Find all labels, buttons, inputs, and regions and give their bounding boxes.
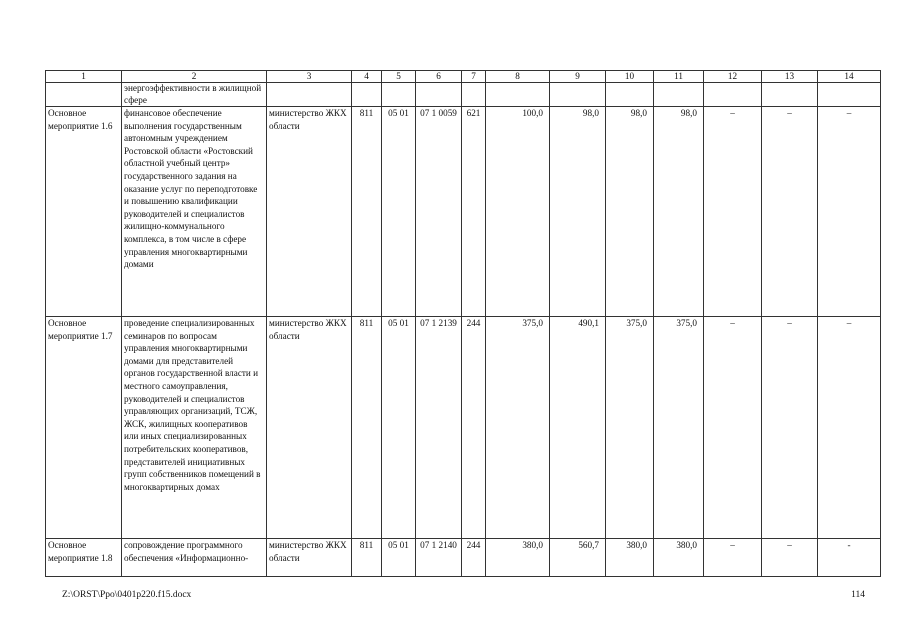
table-cell bbox=[46, 83, 122, 107]
column-header: 7 bbox=[462, 71, 486, 83]
column-header: 5 bbox=[382, 71, 416, 83]
column-header: 6 bbox=[416, 71, 462, 83]
value-cell-10: 98,0 bbox=[606, 107, 654, 317]
table-cell bbox=[416, 83, 462, 107]
value-cell-10: 375,0 bbox=[606, 317, 654, 539]
value-cell-13: – bbox=[762, 317, 818, 539]
column-header: 3 bbox=[267, 71, 352, 83]
activity-description: проведение специализированных семинаров по вопросам управления многоквартирными домами для представителей органов государственной власти и местного самоуправления, руководителей и специалистов управляющих организаций, ТСЖ, ЖСК, жилищных кооперативов или иных специализированных потребительских кооперативов, представителей инициативных групп собственников помещений в многоквартирных домах bbox=[122, 317, 267, 539]
value-cell-14: – bbox=[818, 107, 881, 317]
activity-description: сопровождение программного обеспечения «Информационно- bbox=[122, 539, 267, 577]
value-cell-9: 490,1 bbox=[550, 317, 606, 539]
column-header: 10 bbox=[606, 71, 654, 83]
value-cell-11: 98,0 bbox=[654, 107, 704, 317]
value-cell-11: 380,0 bbox=[654, 539, 704, 577]
value-cell-8: 375,0 bbox=[486, 317, 550, 539]
table-cell bbox=[762, 83, 818, 107]
page-number: 114 bbox=[851, 590, 865, 600]
activity-name: Основное мероприятие 1.6 bbox=[46, 107, 122, 317]
table-row bbox=[46, 539, 881, 577]
table-cell bbox=[382, 83, 416, 107]
vr-cell: 621 bbox=[462, 107, 486, 317]
value-cell-10: 380,0 bbox=[606, 539, 654, 577]
value-cell-13: – bbox=[762, 107, 818, 317]
value-cell-14: – bbox=[818, 317, 881, 539]
activity-name: Основное мероприятие 1.8 bbox=[46, 539, 122, 577]
activity-name: Основное мероприятие 1.7 bbox=[46, 317, 122, 539]
grbs-cell: 811 bbox=[352, 107, 382, 317]
value-cell-13: – bbox=[762, 539, 818, 577]
executor-cell: министерство ЖКХ области bbox=[267, 107, 352, 317]
vr-cell: 244 bbox=[462, 539, 486, 577]
column-header: 4 bbox=[352, 71, 382, 83]
table-cell bbox=[352, 83, 382, 107]
csr-cell: 07 1 2139 bbox=[416, 317, 462, 539]
executor-cell: министерство ЖКХ области bbox=[267, 539, 352, 577]
table-row bbox=[46, 107, 881, 317]
value-cell-12: – bbox=[704, 539, 762, 577]
value-cell-9: 98,0 bbox=[550, 107, 606, 317]
table-header-row bbox=[46, 71, 881, 83]
table-row bbox=[46, 317, 881, 539]
column-header: 2 bbox=[122, 71, 267, 83]
value-cell-14: - bbox=[818, 539, 881, 577]
table-cell bbox=[462, 83, 486, 107]
column-header: 8 bbox=[486, 71, 550, 83]
column-header: 9 bbox=[550, 71, 606, 83]
table-cell bbox=[267, 83, 352, 107]
value-cell-8: 100,0 bbox=[486, 107, 550, 317]
vr-cell: 244 bbox=[462, 317, 486, 539]
value-cell-12: – bbox=[704, 317, 762, 539]
table-cell bbox=[486, 83, 550, 107]
table-cell bbox=[818, 83, 881, 107]
rzpr-cell: 05 01 bbox=[382, 107, 416, 317]
value-cell-9: 560,7 bbox=[550, 539, 606, 577]
grbs-cell: 811 bbox=[352, 539, 382, 577]
continuation-description: энергоэффективности в жилищной сфере bbox=[122, 83, 267, 107]
table-cell bbox=[550, 83, 606, 107]
column-header: 14 bbox=[818, 71, 881, 83]
value-cell-11: 375,0 bbox=[654, 317, 704, 539]
table-cell bbox=[704, 83, 762, 107]
column-header: 1 bbox=[46, 71, 122, 83]
csr-cell: 07 1 2140 bbox=[416, 539, 462, 577]
column-header: 12 bbox=[704, 71, 762, 83]
rzpr-cell: 05 01 bbox=[382, 317, 416, 539]
rzpr-cell: 05 01 bbox=[382, 539, 416, 577]
activity-description: финансовое обеспечение выполнения государственным автономным учреждением Ростовской области «Ростовский областной учебный центр» государственного задания на оказание услуг по переподготовке и повышению квалификации руководителей и специалистов жилищно-коммунального комплекса, в том числе в сфере управления многоквартирными домами bbox=[122, 107, 267, 317]
grbs-cell: 811 bbox=[352, 317, 382, 539]
column-header: 13 bbox=[762, 71, 818, 83]
table-cell bbox=[654, 83, 704, 107]
table-row-continuation bbox=[46, 83, 881, 107]
column-header: 11 bbox=[654, 71, 704, 83]
value-cell-8: 380,0 bbox=[486, 539, 550, 577]
value-cell-12: – bbox=[704, 107, 762, 317]
executor-cell: министерство ЖКХ области bbox=[267, 317, 352, 539]
table-cell bbox=[606, 83, 654, 107]
csr-cell: 07 1 0059 bbox=[416, 107, 462, 317]
program-table bbox=[45, 70, 881, 577]
document-file-path: Z:\ORST\Ppo\0401p220.f15.docx bbox=[62, 590, 192, 600]
